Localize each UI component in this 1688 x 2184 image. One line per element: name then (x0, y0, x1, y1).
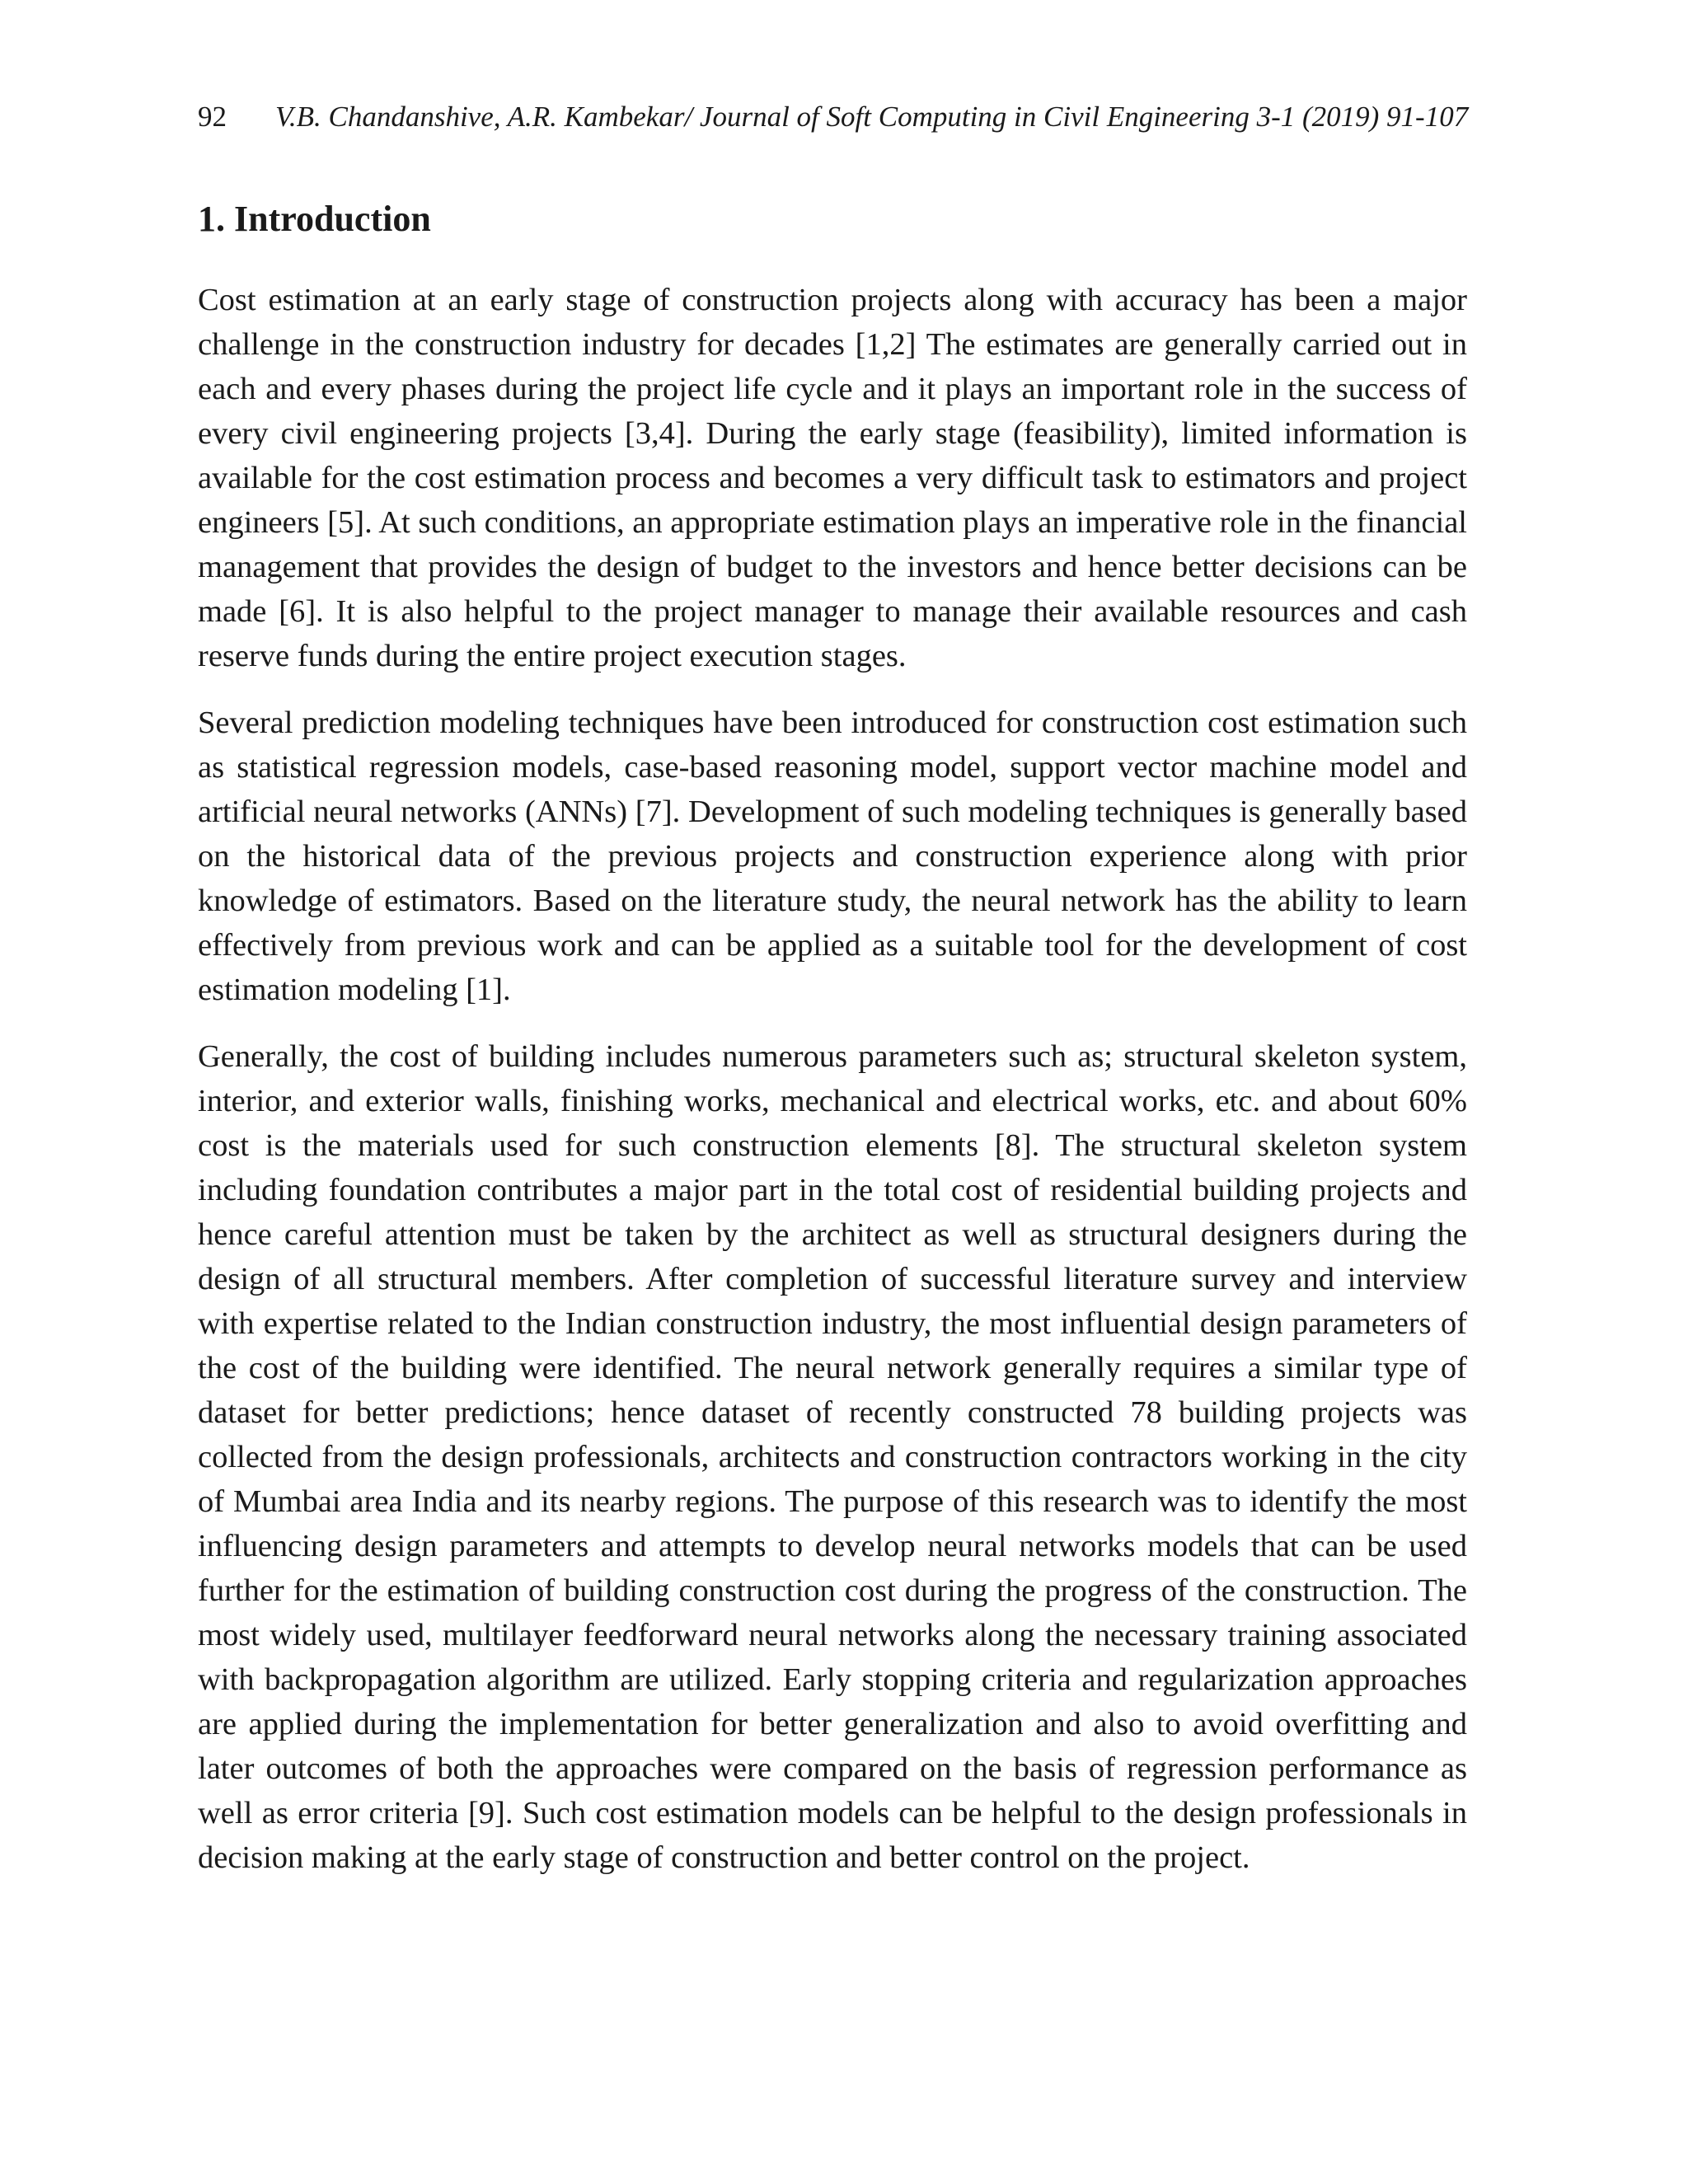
section-heading: 1. Introduction (198, 199, 431, 239)
paragraph: Generally, the cost of building includes numerous parameters such as; structural skeleton system, interior, and exterior walls, finishing works, mechanical and electrical works, etc. and about 60% cost is the materials used for such construction elements [8]. The structural skeleton system including foundation contributes a major part in the total cost of residential building projects and hence careful attention must be taken by the architect as well as structural designers during the design of all structural members. After completion of successful literature survey and interview with expertise related to the Indian construction industry, the most influential design parameters of the cost of the building were identified. The neural network generally requires a similar type of dataset for better predictions; hence dataset of recently constructed 78 building projects was collected from the design professionals, architects and construction contractors working in the city of Mumbai area India and its nearby regions. The purpose of this research was to identify the most influencing design parameters and attempts to develop neural networks models that can be used further for the estimation of building construction cost during the progress of the construction. The most widely used, multilayer feedforward neural networks along the necessary training associated with backpropagation algorithm are utilized. Early stopping criteria and regularization approaches are applied during the implementation for better generalization and also to avoid overfitting and later outcomes of both the approaches were compared on the basis of regression performance as well as error criteria [9]. Such cost estimation models can be helpful to the design professionals in decision making at the early stage of construction and better control on the project. (198, 1039, 1467, 1875)
running-header (198, 97, 1517, 137)
paragraph: Cost estimation at an early stage of construction projects along with accuracy has been a major challenge in the construction industry for decades [1,2] The estimates are generally carried out in each and every phases during the project life cycle and it plays an important role in the success of every civil engineering projects [3,4]. During the early stage (feasibility), limited information is available for the cost estimation process and becomes a very difficult task to estimators and project engineers [5]. At such conditions, an appropriate estimation plays an imperative role in the financial management that provides the design of budget to the investors and hence better decisions can be made [6]. It is also helpful to the project manager to manage their available resources and cash reserve funds during the entire project execution stages. (198, 283, 1467, 673)
paragraph: Several prediction modeling techniques have been introduced for construction cost estimation such as statistical regression models, case-based reasoning model, support vector machine model and artificial neural networks (ANNs) [7]. Development of such modeling techniques is generally based on the historical data of the previous projects and construction experience along with prior knowledge of estimators. Based on the literature study, the neural network has the ability to learn effectively from previous work and can be applied as a suitable tool for the development of cost estimation modeling [1]. (198, 705, 1467, 1007)
page-number: 92 (198, 101, 227, 133)
journal-citation: V.B. Chandanshive, A.R. Kambekar/ Journal of Soft Computing in Civil Engineering 3-1 (2019) 91-107 (275, 101, 1469, 133)
body-text (198, 278, 1467, 1902)
